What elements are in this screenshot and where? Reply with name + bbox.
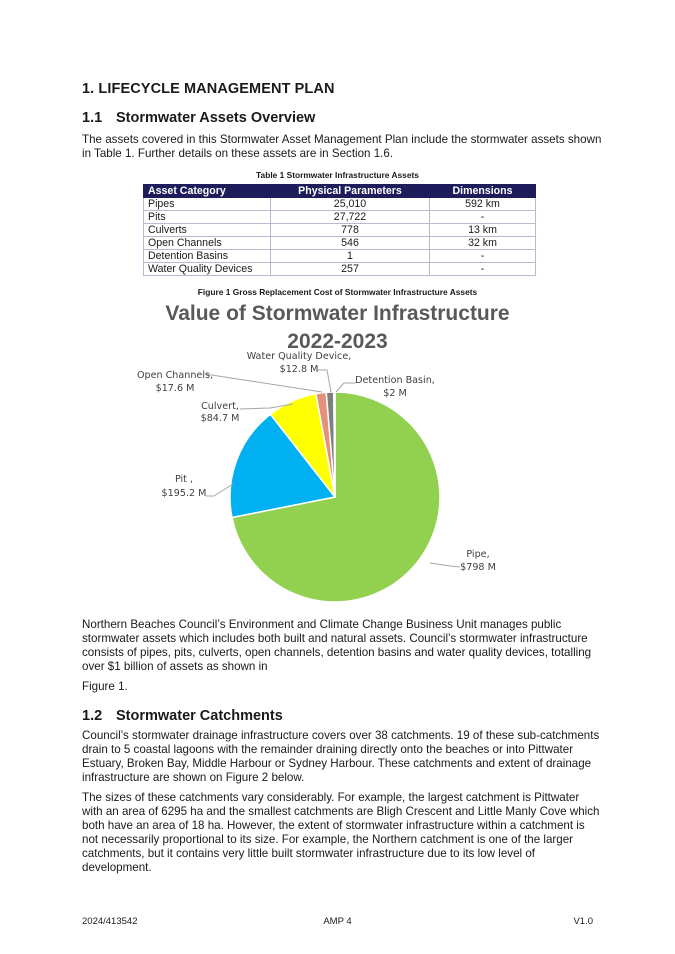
- cell-parameters: 27,722: [271, 211, 430, 224]
- cell-category: Pits: [144, 211, 271, 224]
- section-title: Stormwater Assets Overview: [116, 110, 316, 126]
- col-header-physical-parameters: Physical Parameters: [271, 185, 430, 198]
- section-number: 1.2: [82, 708, 103, 724]
- chart-title-line1: Value of Stormwater Infrastructure: [165, 302, 510, 325]
- label-pipe-name: Pipe,: [466, 549, 490, 560]
- label-open-channels-name: Open Channels,: [136, 370, 214, 381]
- cell-parameters: 546: [271, 237, 430, 250]
- cell-category: Pipes: [144, 198, 271, 211]
- cell-parameters: 257: [271, 263, 430, 276]
- pie-slices: [230, 392, 440, 602]
- cell-dimensions: -: [430, 263, 536, 276]
- cell-category: Detention Basins: [144, 250, 271, 263]
- catchments-paragraph-1: Council’s stormwater drainage infrastructure covers over 38 catchments. 19 of these sub-catchments drain to 5 coastal lagoons with the remainder draining directly onto the beaches or into Pittwater Estuary, Broken Bay, Middle Harbour or Sydney Harbour. These catchments and extent of drainage infrastructure are shown on Figure 2 below.: [82, 729, 600, 785]
- cell-parameters: 778: [271, 224, 430, 237]
- label-pipe-value: $798 M: [460, 562, 496, 573]
- footer-document-id: 2024/413542: [82, 916, 138, 927]
- label-culvert-value: $84.7 M: [200, 413, 240, 424]
- cell-dimensions: -: [430, 211, 536, 224]
- label-open-channels-value: $17.6 M: [155, 383, 195, 394]
- intro-paragraph: The assets covered in this Stormwater Asset Management Plan include the stormwater assets shown in Table 1. Further details on these assets are in Section 1.6.: [82, 133, 602, 161]
- label-detention-value: $2 M: [383, 388, 407, 399]
- label-detention-name: Detention Basin,: [355, 375, 435, 386]
- section-title: Stormwater Catchments: [116, 708, 283, 724]
- heading-lifecycle-management-plan: 1. LIFECYCLE MANAGEMENT PLAN: [82, 81, 335, 97]
- catchments-paragraph-2: The sizes of these catchments vary considerably. For example, the largest catchment is Pittwater with an area of 6295 ha and the smallest catchments are Bligh Crescent and Little Manly Cove which both have an area of 18 ha. However, the extent of stormwater infrastructure within a catchment is not necessarily proportional to its size. For example, the Northern catchment is one of the larger catchments, but it contains very little built stormwater infrastructure due to its low level of development.: [82, 791, 600, 875]
- label-pit-name: Pit ,: [174, 474, 194, 485]
- assets-summary-paragraph: Northern Beaches Council’s Environment and Climate Change Business Unit manages public stormwater assets which includes both built and natural assets. Council’s stormwater infrastructure consists of pipes, pits, culverts, open channels, detention basins and water quality devices, totalling over $1 billion of assets as shown in: [82, 618, 592, 674]
- footer-page-label: AMP 4: [323, 916, 352, 927]
- label-water-quality-name: Water Quality Device,: [246, 351, 352, 362]
- heading-stormwater-catchments: [82, 708, 283, 724]
- section-number: 1.1: [82, 110, 103, 126]
- cell-dimensions: -: [430, 250, 536, 263]
- label-water-quality-value: $12.8 M: [279, 364, 319, 375]
- label-culvert-name: Culvert,: [201, 401, 239, 412]
- cell-dimensions: 592 km: [430, 198, 536, 211]
- table-caption: Table 1 Stormwater Infrastructure Assets: [256, 170, 419, 180]
- cell-category: Water Quality Devices: [144, 263, 271, 276]
- figure-reference: Figure 1.: [82, 680, 128, 693]
- cell-dimensions: 32 km: [430, 237, 536, 250]
- chart-title-line2: 2022-2023: [287, 330, 388, 353]
- figure-caption: Figure 1 Gross Replacement Cost of Stormwater Infrastructure Assets: [197, 287, 478, 297]
- cell-dimensions: 13 km: [430, 224, 536, 237]
- cell-category: Culverts: [144, 224, 271, 237]
- col-header-asset-category: Asset Category: [144, 185, 271, 198]
- label-pit-value: $195.2 M: [161, 488, 207, 499]
- cell-parameters: 1: [271, 250, 430, 263]
- cell-category: Open Channels: [144, 237, 271, 250]
- footer-version: V1.0: [573, 916, 593, 927]
- col-header-dimensions: Dimensions: [430, 185, 536, 198]
- cell-parameters: 25,010: [271, 198, 430, 211]
